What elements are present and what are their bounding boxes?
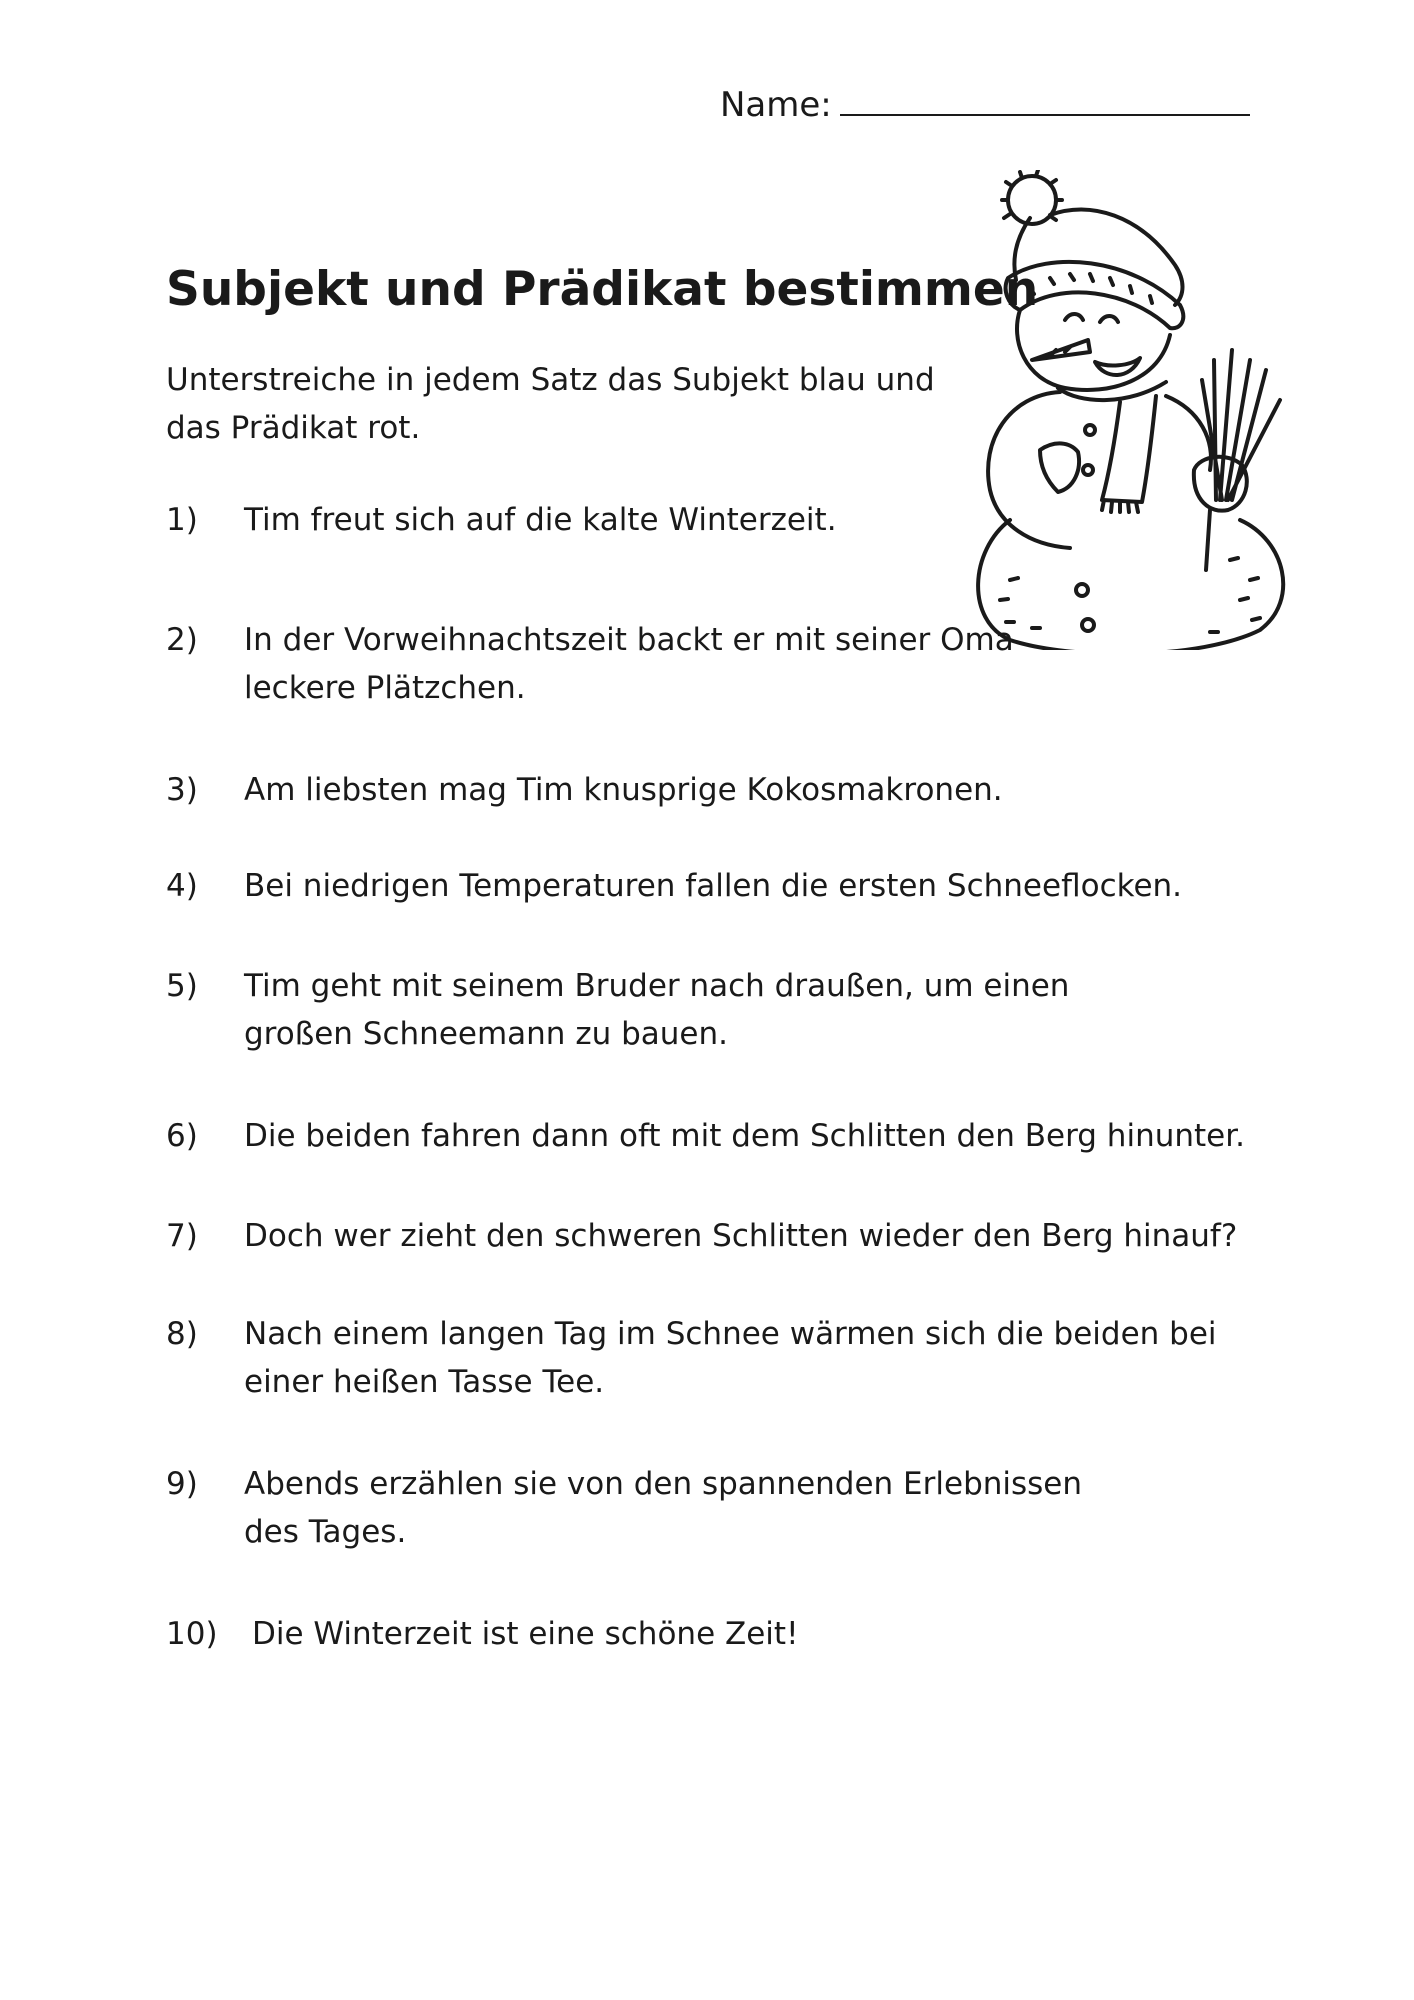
instruction-text: Unterstreiche in jedem Satz das Subjekt blau und das Prädikat rot. bbox=[166, 362, 935, 446]
name-field bbox=[720, 82, 1250, 125]
task-sentence: Bei niedrigen Temperaturen fallen die ersten Schneeflocken. bbox=[244, 868, 1183, 904]
name-blank-line[interactable] bbox=[840, 82, 1250, 116]
task-sentence: Am liebsten mag Tim knusprige Kokosmakronen. bbox=[244, 772, 1003, 808]
task-sentence: Nach einem langen Tag im Schnee wärmen sich die beiden bei einer heißen Tasse Tee. bbox=[244, 1316, 1217, 1400]
task-number: 10) bbox=[166, 1616, 218, 1652]
snowman-icon bbox=[970, 170, 1300, 650]
task-number: 4) bbox=[166, 868, 198, 904]
task-sentence: Tim geht mit seinem Bruder nach draußen, um einen großen Schneemann zu bauen. bbox=[244, 968, 1070, 1052]
task-sentence: Abends erzählen sie von den spannenden Erlebnissen des Tages. bbox=[244, 1466, 1083, 1550]
task-number: 5) bbox=[166, 968, 198, 1004]
task-sentence: Die Winterzeit ist eine schöne Zeit! bbox=[252, 1616, 799, 1652]
task-number: 7) bbox=[166, 1218, 198, 1254]
task-sentence: In der Vorweihnachtszeit backt er mit seiner Oma leckere Plätzchen. bbox=[244, 622, 1014, 706]
task-number: 8) bbox=[166, 1316, 198, 1352]
task-number: 1) bbox=[166, 502, 198, 538]
task-number: 3) bbox=[166, 772, 198, 808]
name-label: Name: bbox=[720, 85, 832, 125]
task-sentence: Die beiden fahren dann oft mit dem Schlitten den Berg hinunter. bbox=[244, 1118, 1245, 1154]
task-number: 6) bbox=[166, 1118, 198, 1154]
page-title: Subjekt und Prädikat bestimmen bbox=[166, 262, 1039, 317]
task-sentence: Doch wer zieht den schweren Schlitten wieder den Berg hinauf? bbox=[244, 1218, 1238, 1254]
task-number: 2) bbox=[166, 622, 198, 658]
task-number: 9) bbox=[166, 1466, 198, 1502]
task-sentence: Tim freut sich auf die kalte Winterzeit. bbox=[244, 502, 837, 538]
